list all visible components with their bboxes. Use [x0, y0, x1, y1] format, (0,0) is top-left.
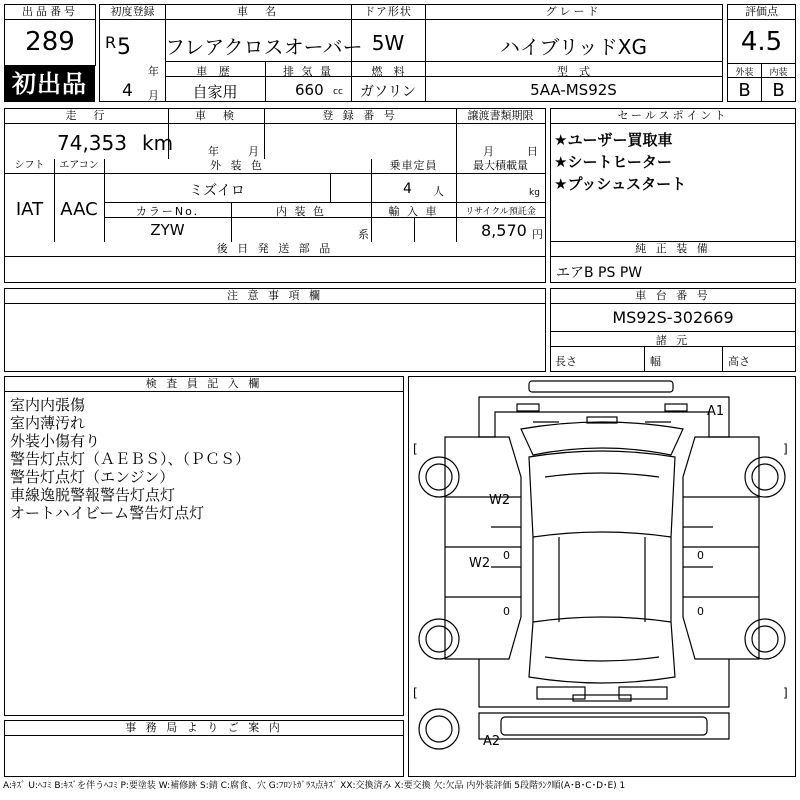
inspector-note: 外装小傷有り	[10, 432, 101, 450]
displacement-unit: cc	[333, 87, 343, 97]
transfer-month-unit: 月	[483, 145, 494, 158]
inspection-year-unit: 年	[208, 145, 219, 158]
equipment-box	[550, 241, 796, 283]
car-diagram	[409, 377, 795, 776]
damage-mark-w2-front: W2	[489, 493, 511, 508]
car-diagram-box	[408, 376, 796, 777]
caution-box	[4, 288, 546, 372]
damage-mark-a2: A2	[483, 734, 501, 749]
first-reg-label: 初度登録	[100, 5, 165, 20]
diagram-bracket: ]	[783, 442, 788, 456]
score-label: 評価点	[728, 5, 795, 20]
chassis-number: MS92S-302669	[612, 308, 734, 327]
interior-color-unit: 系	[358, 228, 369, 241]
exterior-score: B	[738, 80, 751, 101]
seats: 4	[403, 181, 412, 197]
model-label: 型 式	[557, 65, 590, 78]
car-name: フレアクロスオーバー	[165, 35, 363, 59]
color-number-label: カラーNo.	[135, 205, 200, 218]
svg-text:0: 0	[503, 549, 510, 562]
inspection-month-unit: 月	[248, 145, 259, 158]
sales-point-label: セールスポイント	[551, 109, 795, 124]
seats-unit: 人	[433, 185, 444, 198]
recycle-fee-unit: 円	[532, 228, 543, 241]
door-type-label: ドア形状	[351, 5, 425, 20]
history-label: 車 歴	[196, 65, 234, 78]
grade-label: グレード	[425, 5, 722, 20]
exterior-label: 外装	[735, 68, 754, 78]
seats-label: 乗車定員	[371, 159, 456, 174]
dimensions-label: 諸 元	[655, 334, 691, 347]
chassis-box	[550, 288, 796, 372]
length-label: 長さ	[555, 355, 577, 368]
first-reg-month: 4	[122, 81, 133, 101]
import-label: 輸 入 車	[388, 205, 439, 218]
air-conditioner: AAC	[60, 199, 98, 220]
transfer-day-unit: 日	[527, 145, 538, 158]
fuel: ガソリン	[360, 84, 416, 100]
color-number: ZYW	[150, 221, 185, 239]
score-box	[727, 4, 796, 102]
mileage-label: 走 行	[5, 109, 168, 124]
first-reg-year: 5	[117, 35, 131, 60]
lot-number: 289	[25, 27, 75, 57]
month-unit: 月	[148, 89, 159, 102]
later-parts-label: 後 日 発 送 部 品	[5, 242, 545, 257]
caution-label: 注 意 事 項 欄	[5, 289, 545, 304]
height-label: 高さ	[728, 355, 750, 368]
inspector-note: 室内薄汚れ	[10, 414, 86, 432]
vehicle-header-box	[99, 4, 723, 102]
reg-number-label: 登 録 番 号	[264, 109, 456, 124]
interior-color-label: 内 装 色	[276, 205, 326, 218]
sales-point-1: ★ユーザー買取車	[554, 131, 673, 149]
office-label: 事 務 局 よ り ご 案 内	[5, 721, 403, 736]
inspector-note: 車線逸脱警報警告灯点灯	[10, 486, 176, 504]
max-load-label: 最大積載量	[456, 159, 545, 174]
width-label: 幅	[650, 355, 661, 368]
door-type: 5W	[371, 31, 405, 55]
shift: IAT	[15, 199, 44, 220]
shift-label: シフト	[5, 159, 54, 174]
inspector-note: 警告灯点灯（エンジン）	[10, 468, 175, 486]
svg-text:0: 0	[503, 605, 510, 618]
svg-text:0: 0	[697, 549, 704, 562]
model: 5AA-MS92S	[530, 81, 617, 99]
inspector-note: 警告灯点灯（ＡＥＢＳ）、（ＰＣＳ）	[10, 450, 251, 468]
max-load-unit: kg	[529, 188, 540, 198]
recycle-fee-label: リサイクル預託金	[465, 207, 536, 217]
damage-mark-w2-side: W2	[469, 556, 491, 571]
displacement: 660	[295, 81, 324, 99]
diagram-bracket: [	[413, 442, 418, 456]
lot-number-label: 出品番号	[5, 5, 95, 20]
damage-mark-a1: A1	[707, 404, 725, 419]
fuel-label: 燃 料	[371, 65, 405, 78]
inspector-box	[4, 376, 404, 716]
exterior-color: ミズイロ	[189, 183, 245, 199]
color-label: 外 装 色	[104, 159, 371, 174]
vehicle-detail-box	[4, 108, 546, 283]
first-listing-badge: 初出品	[4, 66, 95, 102]
interior-score: B	[772, 80, 785, 101]
history: 自家用	[192, 83, 238, 101]
mileage-unit: km	[142, 131, 174, 155]
equipment-label: 純 正 装 備	[551, 242, 795, 257]
equipment: エアB PS PW	[556, 265, 643, 281]
inspector-note: オートハイビーム警告灯点灯	[10, 504, 205, 522]
transfer-deadline-label: 譲渡書類期限	[456, 109, 545, 124]
damage-legend: A:ｷｽﾞ U:ﾍｺﾐ B:ｷｽﾞを伴うﾍｺﾐ P:要塗装 W:補修跡 S:錆 C:腐食、穴 G:ﾌﾛﾝﾄｶﾞﾗｽ点ｷｽﾞ XX:交換済み X:要交換 欠:欠品 内外装評価 5段階ﾗﾝｸ順(A･B･C･D･E) 1	[3, 781, 626, 791]
diagram-bracket: ]	[783, 686, 788, 700]
sales-point-2: ★シートヒーター	[554, 153, 672, 171]
era-label: R	[105, 33, 117, 52]
sales-point-3: ★プッシュスタート	[554, 175, 687, 193]
inspector-label: 検 査 員 記 入 欄	[5, 377, 403, 392]
year-unit: 年	[148, 65, 159, 78]
diagram-bracket: [	[413, 686, 418, 700]
displacement-label: 排 気 量	[283, 65, 333, 78]
interior-label: 内装	[769, 68, 788, 78]
recycle-fee: 8,570	[481, 221, 527, 240]
chassis-label: 車 台 番 号	[551, 289, 795, 304]
sales-point-box	[550, 108, 796, 242]
svg-text:0: 0	[697, 605, 704, 618]
car-name-label: 車 名	[165, 5, 351, 20]
mileage: 74,353	[57, 131, 127, 155]
inspector-note: 室内内張傷	[10, 396, 86, 414]
lot-number-box	[4, 4, 96, 66]
ac-label: エアコン	[54, 159, 104, 174]
overall-score: 4.5	[740, 27, 783, 57]
grade: ハイブリッドXG	[500, 35, 647, 59]
office-box	[4, 720, 404, 777]
inspection-label: 車 検	[168, 109, 264, 124]
